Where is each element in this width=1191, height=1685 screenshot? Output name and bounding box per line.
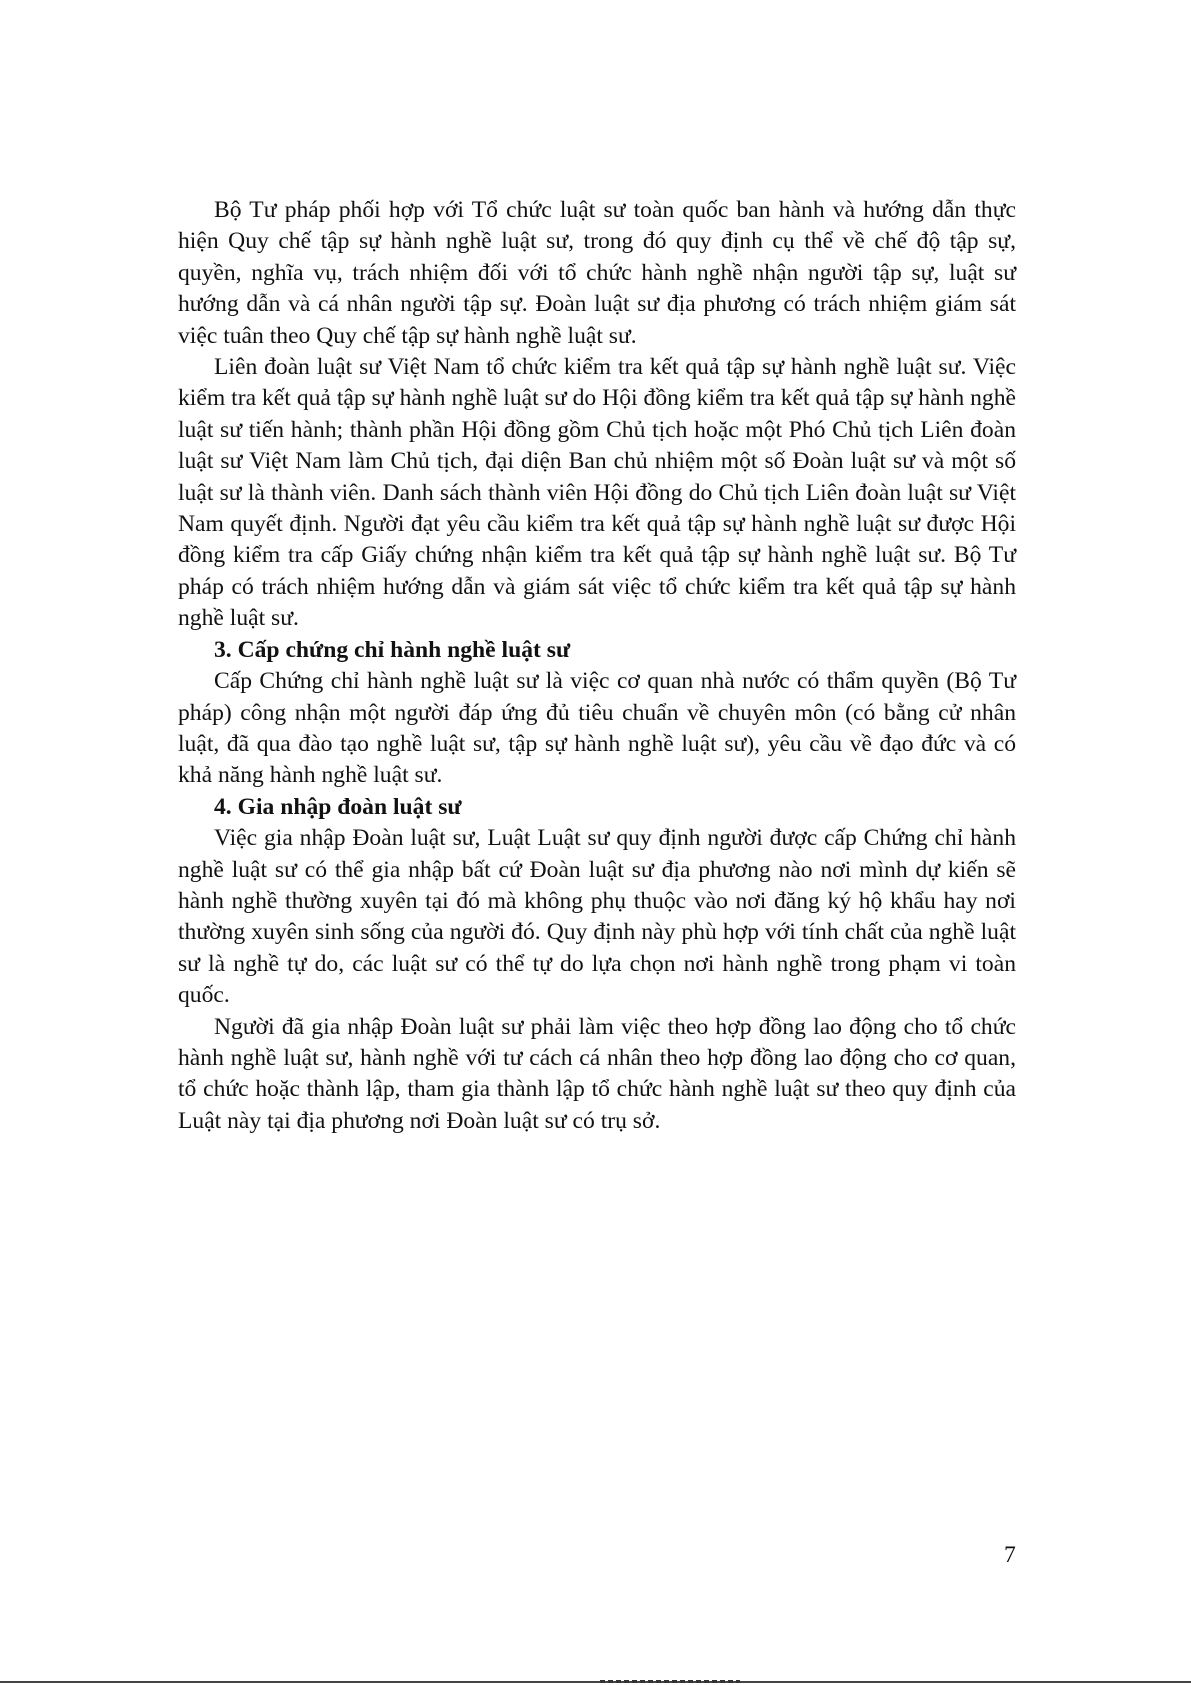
paragraph-internship-examination: Liên đoàn luật sư Việt Nam tổ chức kiểm tra kết quả tập sự hành nghề luật sư. Việc kiểm tra kết quả tập sự hành nghề luật sư do Hội đồng kiểm tra kết quả tập sự hành nghề luật sư tiến hành; thành phần Hội đồng gồm Chủ tịch hoặc một Phó Chủ tịch Liên đoàn luật sư Việt Nam làm Chủ tịch, đại diện Ban chủ nhiệm một số Đoàn luật sư và một số luật sư là thành viên. Danh sách thành viên Hội đồng do Chủ tịch Liên đoàn luật sư Việt Nam quyết định. Người đạt yêu cầu kiểm tra kết quả tập sự hành nghề luật sư được Hội đồng kiểm tra cấp Giấy chứng nhận kiểm tra kết quả tập sự hành nghề luật sư. Bộ Tư pháp có trách nhiệm hướng dẫn và giám sát việc tổ chức kiểm tra kết quả tập sự hành nghề luật sư.	[178, 354, 1016, 632]
page-number: 7	[1004, 1542, 1016, 1568]
document-body	[178, 195, 1016, 1137]
paragraph-internship-regulation: Bộ Tư pháp phối hợp với Tổ chức luật sư toàn quốc ban hành và hướng dẫn thực hiện Quy chế tập sự hành nghề luật sư, trong đó quy định cụ thể về chế độ tập sự, quyền, nghĩa vụ, trách nhiệm đối với tổ chức hành nghề nhận người tập sự, luật sư hướng dẫn và cá nhân người tập sự. Đoàn luật sư địa phương có trách nhiệm giám sát việc tuân theo Quy chế tập sự hành nghề luật sư.	[178, 197, 1016, 349]
paragraph-joining-bar: Việc gia nhập Đoàn luật sư, Luật Luật sư quy định người được cấp Chứng chỉ hành nghề luật sư có thể gia nhập bất cứ Đoàn luật sư địa phương nào nơi mình dự kiến sẽ hành nghề thường xuyên tại đó mà không phụ thuộc vào nơi đăng ký hộ khẩu hay nơi thường xuyên sinh sống của người đó. Quy định này phù hợp với tính chất của nghề luật sư là nghề tự do, các luật sư có thể tự do lựa chọn nơi hành nghề trong phạm vi toàn quốc.	[178, 825, 1016, 1009]
section-heading-bar-association: 4. Gia nhập đoàn luật sư	[214, 793, 462, 820]
paragraph-bar-member-work: Người đã gia nhập Đoàn luật sư phải làm việc theo hợp đồng lao động cho tổ chức hành nghề luật sư, hành nghề với tư cách cá nhân theo hợp đồng lao động cho cơ quan, tổ chức hoặc thành lập, tham gia thành lập tổ chức hành nghề luật sư theo quy định của Luật này tại địa phương nơi Đoàn luật sư có trụ sở.	[178, 1013, 1016, 1134]
scan-bottom-edge	[0, 1681, 1191, 1683]
paragraph-certificate: Cấp Chứng chỉ hành nghề luật sư là việc cơ quan nhà nước có thẩm quyền (Bộ Tư pháp) công nhận một người đáp ứng đủ tiêu chuẩn về chuyên môn (có bằng cử nhân luật, đã qua đào tạo nghề luật sư, tập sự hành nghề luật sư), yêu cầu về đạo đức và có khả năng hành nghề luật sư.	[178, 668, 1016, 789]
section-heading-certificate: 3. Cấp chứng chỉ hành nghề luật sư	[214, 636, 571, 663]
scan-bottom-dash	[600, 1680, 740, 1683]
